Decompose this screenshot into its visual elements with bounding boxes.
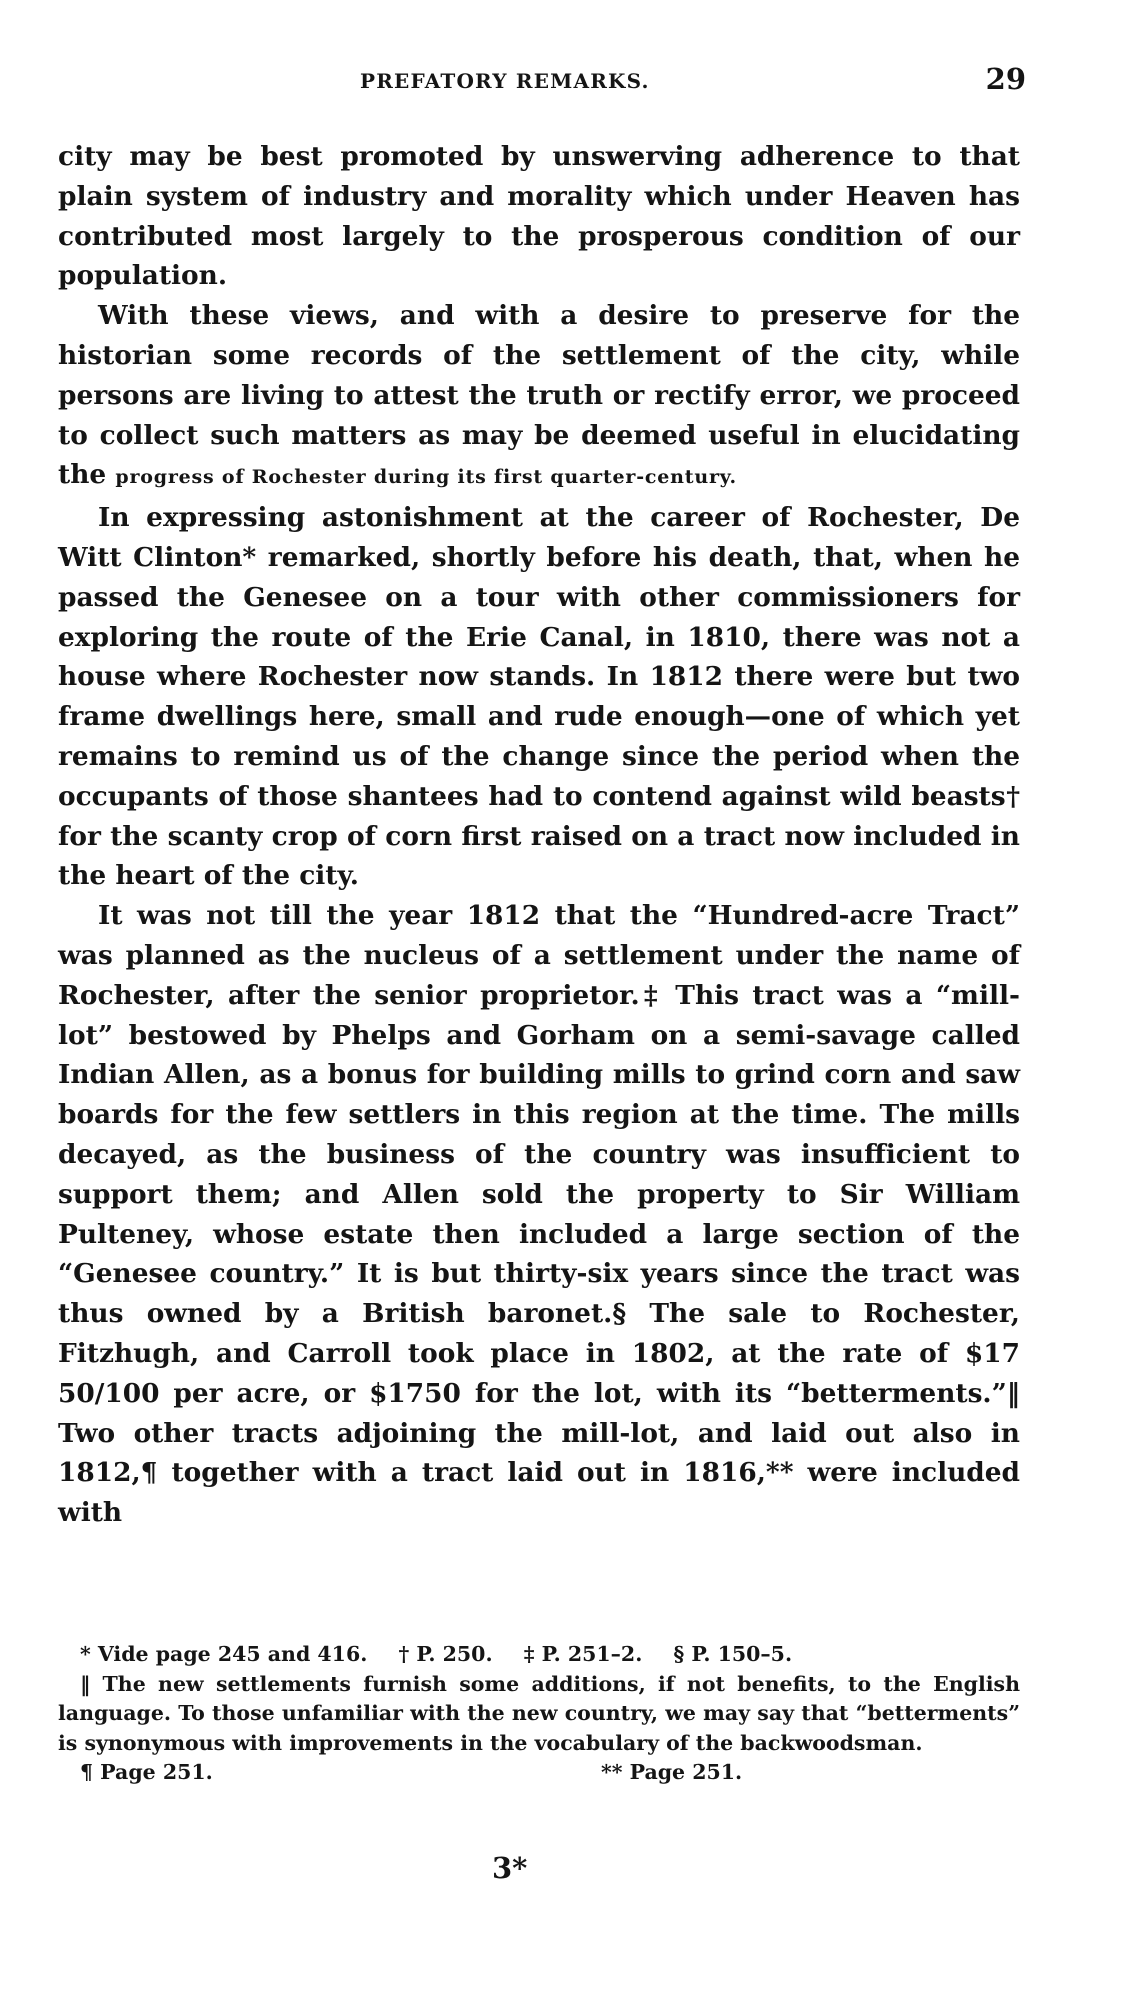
paragraph-4: It was not till the year 1812 that the “Hundred-acre Tract” was planned as the nucleus of a settlement under the name of Rochester, after the senior proprietor.‡ This tract was a “mill-lot” bestowed by Phelps and Gorham on a semi-savage called Indian Allen, as a bonus for building mills to grind corn and saw boards for the few settlers in this region at the time. The mills decayed, as the business of the country was insufficient to support them; and Allen sold the property to Sir William Pulteney, whose estate then included a large section of the “Genesee country.” It is but thirty-six years since the tract was thus owned by a British baronet.§ The sale to Rochester, Fitzhugh, and Carroll took place in 1802, at the rate of $17 50/100 per acre, or $1750 for the lot, with its “betterments.”‖ Two other tracts adjoining the mill-lot, and laid out also in 1812,¶ together with a tract laid out in 1816,** were included with (58, 900, 1020, 1529)
footnote-betterments: ‖ The new settlements furnish some additions, if not benefits, to the English language. To those unfamiliar with the new country, we may say that “betterments” is synonymous with improvements in the vocabulary of the backwoodsman. (58, 1671, 1020, 1755)
footnote-references (58, 1640, 1020, 1670)
footnote-ref-4: § P. 150–5. (673, 1642, 793, 1666)
footnote-ref-3: ‡ P. 251–2. (523, 1642, 643, 1666)
small-caps-phrase: progress of Rochester during its first quarter-century. (115, 466, 737, 489)
signature-mark: 3* (492, 1851, 528, 1885)
body-text (58, 137, 1020, 1533)
running-title: PREFATORY REMARKS. (360, 69, 650, 93)
paragraph-3: In expressing astonishment at the career of Rochester, De Witt Clinton* remarked, shortly before his death, that, when he passed the Genesee on a tour with other commissioners for exploring the route of the Erie Canal, in 1810, there was not a house where Rochester now stands. In 1812 there were but two frame dwellings here, small and rude enough—one of which yet remains to remind us of the change since the period when the occupants of those shantees had to contend against wild beasts† for the scanty crop of corn first raised on a tract now included in the heart of the city. (58, 502, 1020, 892)
paragraph-1: city may be best promoted by unswerving adherence to that plain system of industry and morality which under Heaven has contributed most largely to the prosperous condition of our population. (58, 141, 1020, 292)
paragraph-2 (58, 296, 1020, 498)
footnote-final-line (58, 1758, 1020, 1788)
footnote-ref-pilcrow: ¶ Page 251. (80, 1760, 213, 1785)
page-number: 29 (985, 62, 1026, 96)
footnote-ref-double-star: ** Page 251. (601, 1760, 743, 1785)
footnotes (58, 1640, 1020, 1788)
paragraph-2-text: With these views, and with a desire to preserve for the historian some records of the settlement of the city, while persons are living to attest the truth or rectify error, we proceed to collect such matters as may be deemed useful in elucidating the (58, 300, 1020, 491)
running-head (0, 62, 1144, 102)
footnote-ref-2: † P. 250. (398, 1642, 493, 1666)
footnote-ref-1: * Vide page 245 and 416. (80, 1642, 368, 1666)
